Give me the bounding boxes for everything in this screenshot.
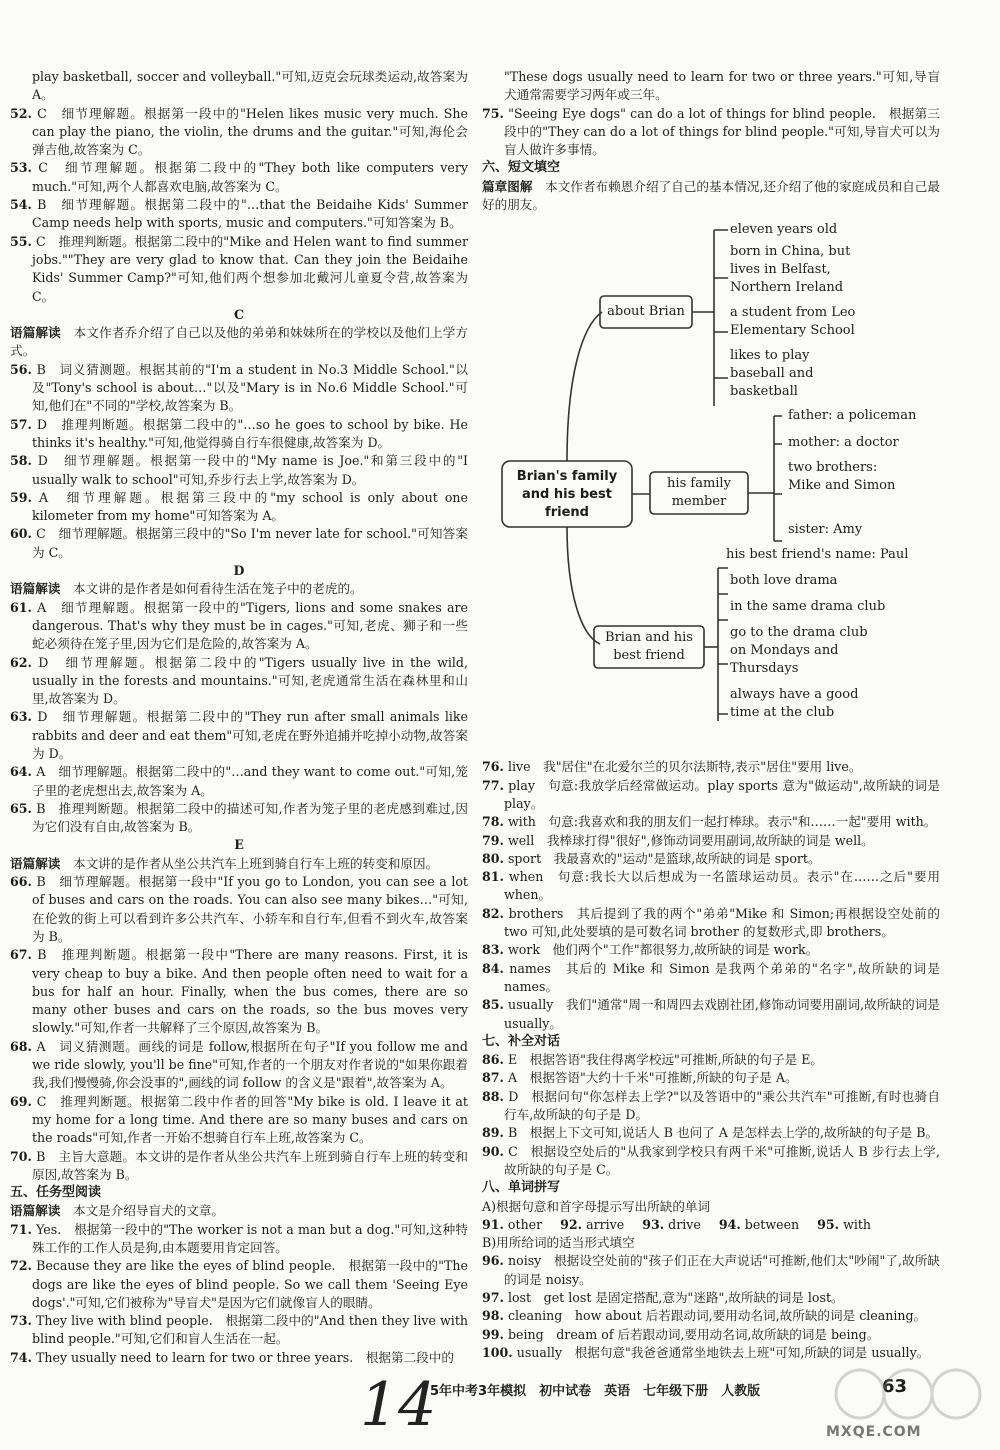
answer-55: 55. C 推理判断题。根据第二段中的"Mike and Helen want to find summer jobs.""They are very glad to know that. Can they join the Beidaihe Kids' Summer Camp?"可知,他们两个想参加北戴河儿童夏令营,故答案为 C。 [10, 233, 468, 304]
answer-66: 66. B 细节理解题。根据第一段中"If you go to London, you can see a lot of buses and cars on the roads. You can also see many bikes…"可知,在伦敦的街上可以看到许多公共汽车、小轿车和自行车,但看不到火车,故答案为 B。 [10, 874, 468, 944]
answer-94: between [744, 1216, 800, 1232]
answer-78: 78. with 句意:我喜欢和我的朋友们一起打棒球。表示"和……一起"要用 with。 [482, 814, 937, 830]
section-8-heading: 八、单词拼写 [482, 1180, 561, 1196]
answer-67: 67. B 推理判断题。根据第一段中"There are many reasons. First, it is very cheap to buy a bike. And then people often need to wait for a bus for half an hour. Finally, when the bus comes, there are so many other buses and cars on the roads, so the bus moves very slowly."可知,作者一共解释了三个原因,故答案为 B。 [10, 947, 468, 1036]
answer-87: 87. A 根据答语"大约十千米"可推断,所缺的句子是 A。 [482, 1070, 798, 1086]
answer-71: 71. Yes. 根据第一段中的"The worker is not a man but a dog."可知,这种特殊工作的工作人员是狗,由本题要用肯定回答。 [10, 1221, 468, 1255]
leaf-brothers: two brothers: Mike and Simon [788, 460, 896, 494]
answer-63: 63. D 细节理解题。根据第二段中的"They run after small animals like rabbits and deer and eat them"可知,老虎在野外追捕并吃掉小动物,故答案为 D。 [10, 709, 468, 761]
book-series-footer: 5年中考3年模拟 初中试卷 英语 七年级下册 人教版 [430, 1384, 761, 1399]
section-5-heading: 五、任务型阅读 [10, 1185, 102, 1201]
answer-82: 82. brothers 其后提到了我的两个"弟弟"Mike 和 Simon;再根据设空处前的 two 可知,此处要填的是可数名词 brother 的复数形式,即 brothers。 [482, 905, 940, 940]
answer-74-continued: "These dogs usually need to learn for two or three years."可知,导盲犬通常需要学习两年或三年。 [504, 69, 940, 103]
branch-best-friend: Brian and his best friend [605, 630, 693, 664]
answer-54: 54. B 细节理解题。根据第二段中的"…that the Beidaihe Kids' Summer Camp needs help with sports, music and computers."可知答案为 B。 [10, 197, 469, 231]
subsection-b-instruction: B)用所给词的适当形式填空 [482, 1235, 635, 1251]
answer-62: 62. D 细节理解题。根据第二段中的"Tigers usually live in the wild, usually in the forests and mountains."可知,老虎通常生活在森林里和山里,故答案为 D。 [10, 654, 468, 707]
subsection-a-instruction: A)根据句意和首字母提示写出所缺的单词 [482, 1198, 711, 1214]
answer-86: 86. E 根据答语"我住得离学校远"可推断,所缺的句子是 E。 [482, 1052, 823, 1068]
passage-d-heading: D [233, 563, 245, 579]
leaf-hobbies: likes to play baseball and basketball [730, 348, 814, 400]
answer-56: 56. B 词义猜测题。根据其前的"I'm a student in No.3 Middle School."以及"Tony's school is about…"以及"Mary is in No.6 Middle School."可知,他们在"不同的"学校,故答案为 B。 [10, 361, 468, 414]
leaf-good-time: always have a good time at the club [730, 687, 859, 721]
answer-98: 98. cleaning how about 后若跟动词,要用动名词,故所缺的词是 cleaning。 [482, 1308, 927, 1324]
answer-64: 64. A 细节理解题。根据第二段中的"…and they want to come out."可知,笼子里的老虎想出去,故答案为 A。 [10, 764, 468, 798]
answer-75: 75. "Seeing Eye dogs" can do a lot of things for blind people. 根据第三段中的"They can do a lot of things for blind people."可知,导盲犬可以为盲人做许多事情。 [482, 105, 940, 158]
answer-77: 77. play 句意:我放学后经常做运动。play sports 意为"做运动",故所缺的词是 play。 [482, 777, 940, 811]
passage-c-heading: C [233, 306, 245, 322]
answer-91: other [507, 1216, 543, 1232]
leaf-sister: sister: Amy [788, 522, 863, 538]
leaf-drama-club: in the same drama club [730, 599, 886, 615]
section-6-intro: 篇章图解 本文作者布赖恩介绍了自己的基本情况,还介绍了他的家庭成员和自己最好的朋友。 [482, 178, 941, 213]
leaf-friend-name: his best friend's name: Paul [726, 547, 909, 563]
passage-e-heading: E [234, 837, 244, 853]
answer-70: 70. B 主旨大意题。本文讲的是作者从坐公共汽车上班到骑自行车上班的转变和原因,故答案为 B。 [10, 1148, 468, 1182]
passage-e-intro: 语篇解读 本文讲的是作者从坐公共汽车上班到骑自行车上班的转变和原因。 [10, 855, 439, 871]
answer-72: 72. Because they are like the eyes of blind people. 根据第一段中的"The dogs are like the eyes of blind people. So we call them 'Seeing Eye dogs'."可知,它们被称为"导盲犬"是因为它们就像盲人的眼睛。 [10, 1258, 468, 1310]
answer-69: 69. C 推理判断题。根据第二段中作者的回答"My bike is old. I leave it at my home for a long time. And there are so many buses and cars on the roads"可知,作者一开始不想骑自行车上班,故答案为 C。 [10, 1093, 468, 1146]
answer-90: 90. C 根据设空处后的"从我家到学校只有两千米"可推断,说话人 B 步行去上学,故所缺的句子是 C。 [482, 1143, 940, 1177]
section-6-heading: 六、短文填空 [482, 160, 561, 176]
branch-about-brian: about Brian [607, 304, 685, 320]
answer-80: 80. sport 我最喜欢的"运动"是篮球,故所缺的词是 sport。 [482, 850, 821, 866]
answer-99: 99. being dream of 后若跟动词,要用动名词,故所缺的词是 being。 [482, 1326, 880, 1342]
answer-74: 74. They usually need to learn for two or three years. 根据第二段中的 [10, 1349, 454, 1365]
answer-61: 61. A 细节理解题。根据第一段中的"Tigers, lions and some snakes are dangerous. That's why they must be in cages."可知,老虎、狮子和一些蛇必须待在笼子里,因为它们是危险的,故答案为 A。 [10, 599, 468, 652]
answer-79: 79. well 我棒球打得"很好",修饰动词要用副词,故所缺的词是 well。 [482, 832, 874, 848]
answer-84: 84. names 其后的 Mike 和 Simon 是我两个弟弟的"名字",故所缺的词是 names。 [482, 960, 940, 994]
answer-83: 83. work 他们两个"工作"都很努力,故所缺的词是 work。 [482, 942, 819, 958]
watermark-text: MXQE.COM [826, 1424, 922, 1440]
answer-60: 60. C 细节理解题。根据第三段中的"So I'm never late for school."可知答案为 C。 [10, 526, 468, 560]
answer-65: 65. B 推理判断题。根据第二段中的描述可知,作者为笼子里的老虎感到难过,因为它们没有自由,故答案为 B。 [10, 800, 468, 835]
leaf-school: a student from Leo Elementary School [730, 305, 856, 339]
answer-95: with [843, 1216, 872, 1232]
mind-map-root: Brian's family and his best friend [516, 469, 618, 521]
section-7-heading: 七、补全对话 [482, 1033, 561, 1049]
answer-81: 81. when 句意:我长大以后想成为一名篮球运动员。表示"在……之后"要用 when。 [482, 869, 940, 903]
answer-85: 85. usually 我们"通常"周一和周四去戏剧社团,修饰动词要用副词,故所缺的词是 usually。 [482, 997, 940, 1031]
answer-92: arrive [586, 1216, 625, 1232]
answer-97: 97. lost get lost 是固定搭配,意为"迷路",故所缺的词是 lost。 [482, 1289, 844, 1305]
answer-96: 96. noisy 根据设空处前的"孩子们正在大声说话"可推断,他们太"吵闹"了,故所缺的词是 noisy。 [482, 1253, 940, 1287]
answer-57: 57. D 推理判断题。根据第二段中的"…so he goes to school by bike. He thinks it's healthy."可知,他觉得骑自行车很健康,故答案为 D。 [10, 416, 468, 450]
right-column [482, 68, 940, 1362]
leaf-love-drama: both love drama [730, 573, 838, 589]
passage-d-intro: 语篇解读 本文讲的是作者是如何看待生活在笼子中的老虎的。 [10, 581, 363, 597]
answer-76: 76. live 我"居住"在北爱尔兰的贝尔法斯特,表示"居住"要用 live。 [482, 759, 862, 775]
page-number: 63 [882, 1376, 908, 1397]
handwritten-number: 14 [360, 1370, 437, 1440]
answer-73: 73. They live with blind people. 根据第二段中的"And then they live with blind people."可知,它们和盲人生活在一起。 [10, 1313, 468, 1347]
answer-52: 52. C 细节理解题。根据第一段中的"Helen likes music very much. She can play the piano, the violin, the drums and the guitar."可知,海伦会弹吉他,故答案为 C。 [10, 105, 468, 158]
leaf-age: eleven years old [730, 222, 838, 238]
leaf-birthplace: born in China, but lives in Belfast, Northern Ireland [730, 244, 851, 296]
answer-100: 100. usually 根据句意"我爸爸通常坐地铁去上班"可知,所缺的词是 usually。 [482, 1344, 930, 1360]
answer-59: 59. A 细节理解题。根据第三段中的"my school is only about one kilometer from my home"可知答案为 A。 [10, 489, 468, 524]
leaf-club-days: go to the drama club on Mondays and Thursdays [730, 625, 868, 677]
answer-88: 88. D 根据问句"你怎样去上学?"以及答语中的"乘公共汽车"可推断,有时也骑自行车,故所缺的句子是 D。 [482, 1088, 940, 1123]
answer-51-continued: play basketball, soccer and volleyball."可知,迈克会玩球类运动,故答案为 A。 [32, 69, 468, 103]
mind-map [482, 216, 940, 756]
branch-family-member: his family member [667, 476, 731, 510]
answer-53: 53. C 细节理解题。根据第二段中的"They both like computers very much."可知,两个人都喜欢电脑,故答案为 C。 [10, 160, 468, 194]
left-column [10, 68, 468, 1367]
leaf-mother: mother: a doctor [788, 435, 899, 451]
answer-58: 58. D 细节理解题。根据第一段中的"My name is Joe."和第三段中的"I usually walk to school"可知,乔步行去上学,故答案为 D。 [10, 453, 468, 487]
section-5-intro: 语篇解读 本文是介绍导盲犬的文章。 [10, 1203, 225, 1219]
answers-91-95: 91. other 92. arrive 93. drive 94. between 95. with [482, 1216, 940, 1234]
answer-89: 89. B 根据上下文可知,说话人 B 也问了 A 是怎样去上学的,故所缺的句子是 B。 [482, 1125, 939, 1141]
answer-93: drive [668, 1216, 701, 1232]
answer-68: 68. A 词义猜测题。画线的词是 follow,根据所在句子"If you follow me and we ride slowly, you'll be fine"可知,作者的一个朋友对作者说的"如果你跟着我,我们慢慢骑,你会没事的",画线的词 follow 的含义是"跟着",故答案为 A。 [10, 1038, 468, 1091]
leaf-father: father: a policeman [788, 408, 917, 424]
passage-c-intro: 语篇解读 本文作者乔介绍了自己以及他的弟弟和妹妹所在的学校以及他们上学方式。 [10, 325, 469, 359]
